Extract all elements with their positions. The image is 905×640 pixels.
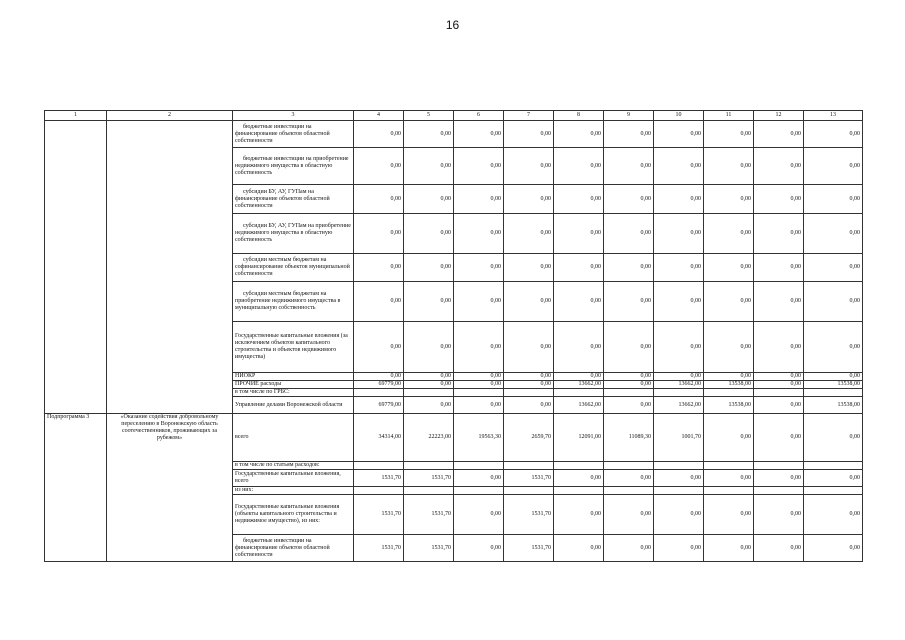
value-cell: 69779,00 (354, 397, 404, 414)
value-cell: 0,00 (404, 282, 454, 322)
value-cell: 0,00 (454, 254, 504, 282)
value-cell: 1531,70 (354, 470, 404, 487)
value-cell: 0,00 (654, 185, 704, 214)
value-cell: 0,00 (654, 495, 704, 535)
value-cell (404, 389, 454, 397)
budget-table (44, 110, 863, 562)
row-label: Государственные капитальные вложения, всего (233, 470, 354, 487)
value-cell: 0,00 (554, 322, 604, 373)
value-cell: 0,00 (804, 322, 863, 373)
value-cell: 0,00 (754, 148, 804, 185)
value-cell (454, 389, 504, 397)
value-cell: 0,00 (454, 470, 504, 487)
row-label: субсидии БУ, АУ, ГУПам на финансирование объектов областной собственности (233, 185, 354, 214)
value-cell: 0,00 (604, 214, 654, 254)
value-cell: 0,00 (604, 185, 654, 214)
value-cell: 0,00 (504, 373, 554, 381)
value-cell: 0,00 (454, 322, 504, 373)
value-cell: 0,00 (754, 322, 804, 373)
value-cell: 0,00 (754, 121, 804, 148)
value-cell (554, 462, 604, 470)
empty-cell (45, 121, 107, 414)
row-label: субсидии БУ, АУ, ГУПам на приобретение недвижимого имущества в областную собственность (233, 214, 354, 254)
row-label: бюджетные инвестиции на финансирование объектов областной собственности (233, 121, 354, 148)
value-cell: 0,00 (454, 381, 504, 389)
column-header: 9 (604, 111, 654, 121)
value-cell: 0,00 (354, 214, 404, 254)
value-cell: 0,00 (554, 185, 604, 214)
row-label: ПРОЧИЕ расходы (233, 381, 354, 389)
column-header: 1 (45, 111, 107, 121)
row-label: всего (233, 414, 354, 462)
value-cell: 0,00 (504, 381, 554, 389)
column-header: 13 (804, 111, 863, 121)
value-cell: 0,00 (654, 373, 704, 381)
row-label: Государственные капитальные вложения (объекты капитального строительства и недвижимое имущество), из них: (233, 495, 354, 535)
value-cell: 0,00 (654, 535, 704, 562)
value-cell (454, 462, 504, 470)
value-cell: 0,00 (704, 414, 754, 462)
value-cell: 0,00 (554, 470, 604, 487)
value-cell: 0,00 (554, 148, 604, 185)
value-cell: 0,00 (654, 121, 704, 148)
column-header: 8 (554, 111, 604, 121)
value-cell: 0,00 (754, 381, 804, 389)
value-cell: 13662,00 (554, 381, 604, 389)
value-cell: 0,00 (404, 214, 454, 254)
value-cell (804, 462, 863, 470)
value-cell: 0,00 (704, 495, 754, 535)
value-cell: 22223,00 (404, 414, 454, 462)
value-cell: 0,00 (804, 470, 863, 487)
row-label: НИОКР (233, 373, 354, 381)
value-cell: 0,00 (604, 381, 654, 389)
value-cell (654, 389, 704, 397)
column-header: 5 (404, 111, 454, 121)
value-cell: 13662,00 (554, 397, 604, 414)
empty-cell (107, 121, 233, 414)
value-cell: 0,00 (454, 495, 504, 535)
value-cell (704, 487, 754, 495)
value-cell: 0,00 (454, 148, 504, 185)
value-cell: 0,00 (654, 214, 704, 254)
value-cell: 0,00 (804, 121, 863, 148)
value-cell: 0,00 (554, 214, 604, 254)
value-cell: 1531,70 (404, 470, 454, 487)
value-cell: 0,00 (804, 414, 863, 462)
value-cell (704, 389, 754, 397)
row-label: в том числе по статьям расходов: (233, 462, 354, 470)
value-cell: 0,00 (654, 322, 704, 373)
table-row (45, 414, 863, 462)
value-cell (754, 487, 804, 495)
value-cell: 0,00 (454, 397, 504, 414)
value-cell: 0,00 (604, 282, 654, 322)
value-cell: 0,00 (804, 495, 863, 535)
value-cell (754, 462, 804, 470)
value-cell: 0,00 (504, 254, 554, 282)
value-cell: 0,00 (604, 495, 654, 535)
value-cell: 0,00 (354, 185, 404, 214)
value-cell: 0,00 (504, 121, 554, 148)
row-label: бюджетные инвестиции на финансирование объектов областной собственности (233, 535, 354, 562)
value-cell: 1531,70 (504, 495, 554, 535)
value-cell: 0,00 (804, 148, 863, 185)
value-cell: 0,00 (604, 397, 654, 414)
value-cell: 0,00 (554, 373, 604, 381)
value-cell: 69779,00 (354, 381, 404, 389)
value-cell: 0,00 (354, 121, 404, 148)
value-cell (754, 389, 804, 397)
value-cell: 0,00 (704, 148, 754, 185)
value-cell (354, 389, 404, 397)
value-cell: 0,00 (504, 397, 554, 414)
value-cell: 13538,00 (804, 381, 863, 389)
value-cell: 0,00 (804, 254, 863, 282)
value-cell: 0,00 (404, 373, 454, 381)
value-cell: 1001,70 (654, 414, 704, 462)
value-cell: 13662,00 (654, 381, 704, 389)
value-cell (354, 462, 404, 470)
value-cell (504, 462, 554, 470)
value-cell: 0,00 (354, 254, 404, 282)
value-cell: 0,00 (404, 397, 454, 414)
column-header: 12 (754, 111, 804, 121)
value-cell: 0,00 (604, 254, 654, 282)
column-header: 3 (233, 111, 354, 121)
value-cell: 0,00 (604, 373, 654, 381)
value-cell: 1531,70 (504, 470, 554, 487)
value-cell (554, 487, 604, 495)
value-cell: 0,00 (404, 322, 454, 373)
row-label: Управление делами Воронежской области (233, 397, 354, 414)
value-cell: 0,00 (754, 397, 804, 414)
value-cell: 0,00 (704, 322, 754, 373)
value-cell: 0,00 (404, 148, 454, 185)
value-cell: 1531,70 (504, 535, 554, 562)
value-cell: 0,00 (454, 185, 504, 214)
value-cell: 0,00 (454, 373, 504, 381)
value-cell: 0,00 (454, 214, 504, 254)
value-cell: 0,00 (504, 185, 554, 214)
table-row (45, 121, 863, 148)
subprogram-code: Подпрограмма 3 (45, 414, 107, 562)
value-cell: 0,00 (754, 470, 804, 487)
value-cell: 0,00 (754, 535, 804, 562)
value-cell: 0,00 (404, 381, 454, 389)
value-cell: 0,00 (804, 214, 863, 254)
value-cell: 0,00 (654, 282, 704, 322)
value-cell: 0,00 (354, 148, 404, 185)
value-cell: 0,00 (654, 470, 704, 487)
value-cell: 0,00 (504, 148, 554, 185)
value-cell: 0,00 (704, 535, 754, 562)
value-cell (604, 462, 654, 470)
value-cell: 0,00 (554, 495, 604, 535)
value-cell: 0,00 (404, 185, 454, 214)
value-cell: 0,00 (504, 214, 554, 254)
value-cell: 0,00 (704, 254, 754, 282)
value-cell: 0,00 (754, 414, 804, 462)
value-cell: 19563,30 (454, 414, 504, 462)
row-label: бюджетные инвестиции на приобретение недвижимого имущества в областную собственность (233, 148, 354, 185)
value-cell: 0,00 (704, 282, 754, 322)
value-cell: 13662,00 (654, 397, 704, 414)
value-cell: 13538,00 (804, 397, 863, 414)
value-cell: 0,00 (454, 121, 504, 148)
value-cell (404, 462, 454, 470)
value-cell: 0,00 (604, 535, 654, 562)
value-cell (504, 389, 554, 397)
value-cell: 0,00 (354, 322, 404, 373)
value-cell: 0,00 (454, 535, 504, 562)
value-cell (604, 389, 654, 397)
value-cell (554, 389, 604, 397)
value-cell: 0,00 (404, 121, 454, 148)
value-cell: 0,00 (704, 121, 754, 148)
value-cell: 1531,70 (354, 535, 404, 562)
value-cell (804, 487, 863, 495)
value-cell: 0,00 (804, 535, 863, 562)
value-cell: 0,00 (604, 121, 654, 148)
value-cell: 1531,70 (404, 535, 454, 562)
value-cell: 1531,70 (354, 495, 404, 535)
value-cell: 0,00 (604, 322, 654, 373)
column-header: 11 (704, 111, 754, 121)
value-cell: 11089,30 (604, 414, 654, 462)
value-cell: 0,00 (604, 470, 654, 487)
value-cell: 0,00 (704, 373, 754, 381)
subprogram-title: «Оказание содействия добровольному переселению в Воронежскую область соотечественников, проживающих за рубежом» (107, 414, 233, 562)
value-cell: 0,00 (354, 282, 404, 322)
value-cell: 0,00 (454, 282, 504, 322)
value-cell: 0,00 (754, 373, 804, 381)
value-cell: 0,00 (404, 254, 454, 282)
column-number-row (45, 111, 863, 121)
value-cell: 0,00 (554, 535, 604, 562)
column-header: 4 (354, 111, 404, 121)
value-cell: 0,00 (554, 121, 604, 148)
row-label: субсидии местным бюджетам на приобретение недвижимого имущества в муниципальную собственность (233, 282, 354, 322)
value-cell: 0,00 (554, 254, 604, 282)
value-cell (704, 462, 754, 470)
value-cell: 0,00 (704, 470, 754, 487)
value-cell (404, 487, 454, 495)
value-cell: 0,00 (554, 282, 604, 322)
value-cell: 0,00 (704, 185, 754, 214)
value-cell (354, 487, 404, 495)
page-number: 16 (445, 18, 460, 32)
value-cell (804, 389, 863, 397)
value-cell: 0,00 (804, 185, 863, 214)
value-cell: 0,00 (704, 214, 754, 254)
column-header: 6 (454, 111, 504, 121)
row-label: Государственные капитальные вложения (за исключением объектов капитального строительства и объектов недвижимого имущества) (233, 322, 354, 373)
value-cell: 0,00 (504, 282, 554, 322)
value-cell: 0,00 (754, 282, 804, 322)
value-cell: 0,00 (804, 282, 863, 322)
value-cell: 0,00 (754, 254, 804, 282)
value-cell: 0,00 (654, 148, 704, 185)
value-cell (604, 487, 654, 495)
value-cell: 0,00 (804, 373, 863, 381)
column-header: 10 (654, 111, 704, 121)
row-label: субсидии местным бюджетам на софинансирование объектов муниципальной собственности (233, 254, 354, 282)
value-cell (654, 462, 704, 470)
column-header: 7 (504, 111, 554, 121)
value-cell: 13538,00 (704, 397, 754, 414)
row-label: из них: (233, 487, 354, 495)
value-cell: 0,00 (754, 495, 804, 535)
row-label: в том числе по ГРБС: (233, 389, 354, 397)
column-header: 2 (107, 111, 233, 121)
value-cell: 1531,70 (404, 495, 454, 535)
value-cell: 0,00 (754, 214, 804, 254)
value-cell: 12091,00 (554, 414, 604, 462)
value-cell: 0,00 (604, 148, 654, 185)
value-cell (454, 487, 504, 495)
value-cell: 0,00 (354, 373, 404, 381)
value-cell: 2659,70 (504, 414, 554, 462)
value-cell (654, 487, 704, 495)
value-cell: 13538,00 (704, 381, 754, 389)
value-cell: 0,00 (654, 254, 704, 282)
value-cell: 34314,00 (354, 414, 404, 462)
value-cell: 0,00 (504, 322, 554, 373)
value-cell: 0,00 (754, 185, 804, 214)
value-cell (504, 487, 554, 495)
